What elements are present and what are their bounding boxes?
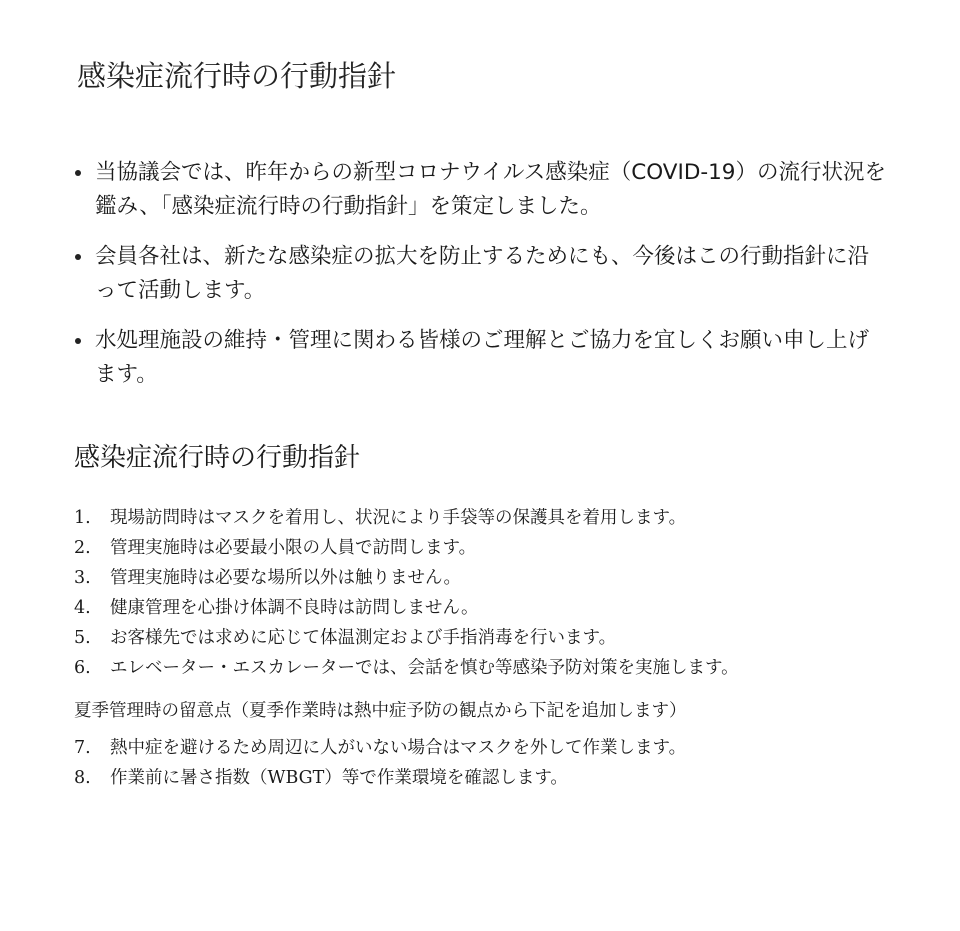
guideline-text: 作業前に暑さ指数（WBGT）等で作業環境を確認します。 [110,768,568,788]
bullet-dot-icon [75,338,81,344]
intro-bullet-text: 当協議会では、昨年からの新型コロナウイルス感染症（COVID-19）の流行状況を鑑み、「感染症流行時の行動指針」を策定しました。 [95,160,886,219]
guideline-text: 現場訪問時はマスクを着用し、状況により手袋等の保護具を着用します。 [110,508,687,528]
intro-bullet-list [73,156,888,408]
guideline-item [74,563,874,593]
guideline-item [74,503,874,533]
guideline-number: 7. [74,738,91,758]
guideline-section-title: 感染症流行時の行動指針 [74,443,361,473]
guideline-number: 2. [74,538,91,558]
guideline-text: 熱中症を避けるため周辺に人がいない場合はマスクを外して作業します。 [110,738,687,758]
guideline-number: 5. [74,628,91,648]
page-title: 感染症流行時の行動指針 [77,59,397,93]
intro-bullet-item [73,156,888,224]
summer-guideline-list [74,733,874,793]
intro-bullet-text: 水処理施設の維持・管理に関わる皆様のご理解とご協力を宜しくお願い申し上げます。 [95,328,870,387]
guideline-number: 8. [74,768,91,788]
intro-bullet-item [73,240,888,308]
bullet-dot-icon [75,170,81,176]
guideline-item [74,593,874,623]
guideline-text: 管理実施時は必要な場所以外は触りません。 [110,568,462,588]
bullet-dot-icon [75,254,81,260]
intro-bullet-text: 会員各社は、新たな感染症の拡大を防止するためにも、今後はこの行動指針に沿って活動します。 [95,244,870,303]
guideline-list [74,503,874,683]
guideline-text: 健康管理を心掛け体調不良時は訪問しません。 [110,598,479,618]
guideline-number: 4. [74,598,91,618]
guideline-text: エレベーター・エスカレーターでは、会話を慎む等感染予防対策を実施します。 [110,658,739,678]
guideline-item [74,623,874,653]
summer-note-heading: 夏季管理時の留意点（夏季作業時は熱中症予防の観点から下記を追加します） [74,701,687,721]
guideline-text: 管理実施時は必要最小限の人員で訪問します。 [110,538,477,558]
guideline-item [74,733,874,763]
guideline-number: 1. [74,508,91,528]
guideline-item [74,653,874,683]
guideline-number: 6. [74,658,91,678]
guideline-item [74,533,874,563]
intro-bullet-item [73,324,888,392]
guideline-text: お客様先では求めに応じて体温測定および手指消毒を行います。 [110,628,617,648]
guideline-number: 3. [74,568,91,588]
guideline-item [74,763,874,793]
